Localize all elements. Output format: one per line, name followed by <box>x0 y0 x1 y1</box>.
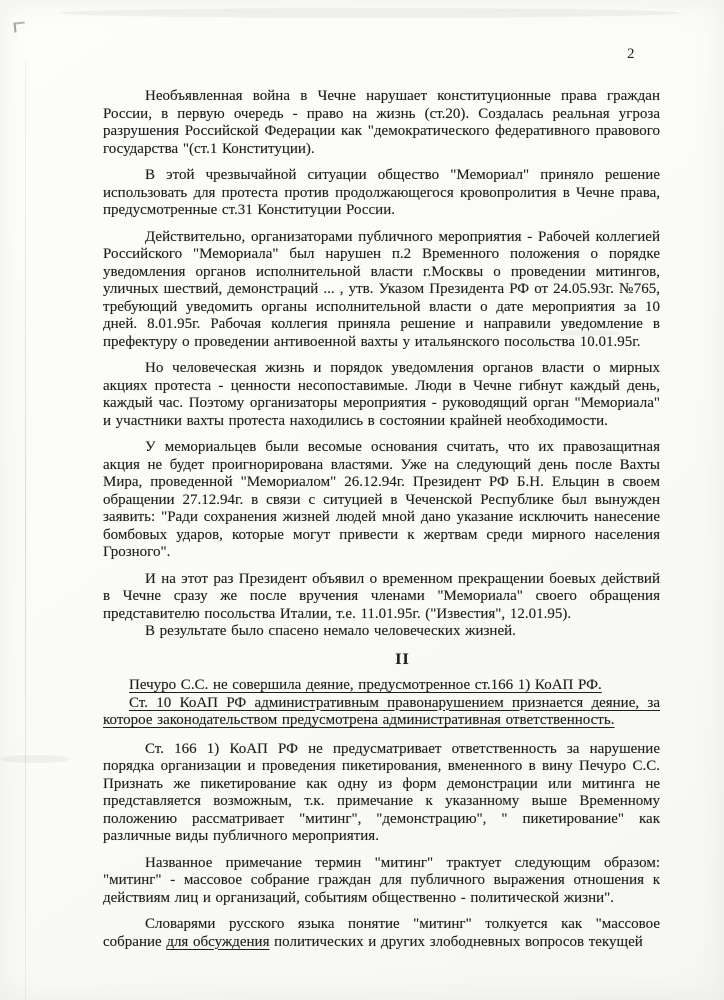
scan-smudge <box>0 755 70 763</box>
underlined-thesis <box>103 677 660 730</box>
paragraph-notification-procedure: Действительно, организаторами публичного мероприятия - Рабочей коллегией Российского "Мемориала" был нарушен п.2 Временного положения о порядке уведомления органов исполнительной власти г.Москвы о проведении митингов, уличных шествий, демонстраций ... , утв. Указом Президента РФ от 24.05.93г. №765, требующий уведомить органы исполнительной власти о дате мероприятия за 10 дней. 8.01.95г. Рабочая коллегия приняла решение и направили уведомление в префектуру о проведении антивоенной вахты у итальянского посольства 10.01.95г. <box>103 228 660 350</box>
paragraph-memorial-decision: В этой чрезвычайной ситуации общество "Мемориал" приняло решение использовать для протеста против продолжающегося кровопролития в Чечне права, предусмотренные ст.31 Конституции России. <box>103 167 660 218</box>
page-number: 2 <box>627 46 635 62</box>
paragraph-extreme-necessity: Но человеческая жизнь и порядок уведомления органов власти о мирных акциях протеста - ценности несопоставимые. Люди в Чечне гибнут каждый день, каждый час. Поэтому организаторы мероприятия - руководящий орган "Мемориала" и участники вахты протеста находились в состоянии крайней необходимости. <box>103 360 660 429</box>
paragraph-undeclared-war: Необъявленная война в Чечне нарушает конституционные права граждан России, в первую очередь - право на жизнь (ст.20). Создалась реальная угроза разрушения Российской Федерации как "демократического федеративного правового государства "(ст.1 Конституции). <box>103 88 660 157</box>
dictionary-definition-start: Словарями русского языка понятие "митинг" толкуется как "массовое собрание <box>103 916 660 950</box>
scan-edge-line <box>25 60 26 1000</box>
document-body <box>103 88 660 960</box>
dictionary-definition-end: политических и других злободневных вопросов текущей <box>269 933 643 950</box>
scan-corner-artifact <box>14 21 26 32</box>
paragraph-miting-definition: Названное примечание термин "митинг" трактует следующим образом: "митинг" - массовое собрание граждан для публичного выражения отношения к действиям лиц и организаций, событиям общественно - политической жизни". <box>103 854 660 906</box>
paragraph-dictionary-definition <box>103 916 660 951</box>
dictionary-definition-underlined: для обсуждения <box>166 933 270 950</box>
paragraph-lives-saved: В результате было спасено немало человеческих жизней. <box>145 623 516 639</box>
paragraph-yeltsin-statement: У мемориальцев были весомые основания считать, что их правозащитная акция не будет проигнорирована властями. Уже на следующий день после Вахты Мира, проведенной "Мемориалом" 26.12.94г. Президент РФ Б.Н. Ельцин в своем обращении 27.12.94г. в связи с ситуцией в Чеченской Республике был вынужден заявить: "Ради сохранения жизней людей мной дано указание исключить нанесение бомбовых ударов, которые могут привести к жертвам среди мирного населения Грозного". <box>103 439 660 560</box>
scan-smudge <box>60 8 680 18</box>
paragraph-ceasefire: И на этот раз Президент объявил о временном прекращении боевых действий в Чечне сразу же после вручения членами "Мемориала" своего обращения представителю посольства Италии, т.е. 11.01.95г. ("Известия", 12.01.95). <box>103 570 660 622</box>
section-heading-ii: II <box>395 650 410 668</box>
paragraph-article-166: Ст. 166 1) КоАП РФ не предусматривает ответственность за нарушение порядка организации и проведения пикетирования, вмененного в вину Печуро С.С. Признать же пикетирование как одну из форм демонстрации или митинга не представляется возможным, т.к. примечание к указанному выше Временному положению рассматривает "митинг", "демонстрацию", " пикетирование" как различные виды публичного мероприятия. <box>103 740 660 844</box>
thesis-line-pechuro: Печуро С.С. не совершила деяние, предусмотренное ст.166 1) КоАП РФ. <box>129 677 602 693</box>
thesis-line-article10: Ст. 10 КоАП РФ административным правонарушением признается деяние, за которое законодательством предусмотрена административная ответственность. <box>103 694 660 728</box>
